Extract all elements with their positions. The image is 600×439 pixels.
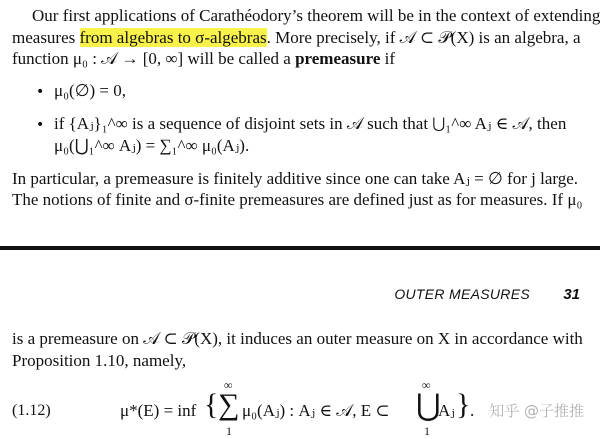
paragraph-1-line-1: Our first applications of Carathéodory’s theorem will be in the context of extending (32, 6, 600, 25)
line-2-prefix: measures (12, 28, 80, 47)
bottom-paragraph-line-2: Proposition 1.10, namely, (12, 351, 187, 370)
left-brace: { (204, 388, 219, 421)
union-term: Aⱼ (438, 401, 455, 420)
paragraph-1-line-3 (12, 49, 395, 69)
bullet-2-line-2: μ₀(⋃₁^∞ Aⱼ) = ∑₁^∞ μ₀(Aⱼ). (54, 136, 250, 155)
page-number: 31 (563, 286, 580, 303)
right-brace: } (456, 388, 471, 421)
sum-upper-limit: ∞ (224, 378, 233, 392)
premeasure-term: premeasure (295, 49, 381, 68)
bullet-2-line-1: if {Aⱼ}₁^∞ is a sequence of disjoint sets in 𝒜 such that ⋃₁^∞ Aⱼ ∈ 𝒜, then (54, 114, 567, 133)
paragraph-2-line-2: The notions of finite and σ-finite premeasures are defined just as for measures. If μ₀ (12, 190, 583, 209)
union-sign: ⋃ (416, 389, 441, 422)
watermark: 知乎 @子推推 (489, 402, 584, 420)
bullet-marker-1: • (36, 84, 45, 100)
line-2-suffix: . More precisely, if 𝒜 ⊂ 𝒫(X) is an algebra, a (266, 28, 581, 47)
equation-number: (1.12) (12, 402, 51, 419)
equation-summand: μ₀(Aⱼ) : Aⱼ ∈ 𝒜, E ⊂ (242, 401, 390, 420)
paragraph-1-line-2 (12, 28, 581, 48)
line-3-suffix: if (380, 49, 396, 68)
bottom-paragraph-line-1: is a premeasure on 𝒜 ⊂ 𝒫(X), it induces an outer measure on X in accordance with (12, 329, 583, 348)
equation-end-period: . (470, 401, 475, 420)
page-divider (0, 246, 600, 250)
running-head (0, 286, 600, 306)
sum-sign: ∑ (218, 388, 240, 421)
line-3-prefix: function μ₀ : 𝒜 → [0, ∞] will be called a (12, 49, 296, 68)
equation-lhs: μ*(E) = inf (120, 401, 197, 420)
sum-lower-limit: 1 (226, 424, 232, 438)
running-title: OUTER MEASURES (394, 286, 530, 302)
highlighted-phrase: from algebras to σ-algebras (79, 28, 267, 47)
bullet-1-text: μ₀(∅) = 0, (54, 81, 127, 100)
union-lower-limit: 1 (424, 424, 430, 438)
union-upper-limit: ∞ (422, 378, 431, 392)
bullet-marker-2: • (36, 117, 45, 133)
paragraph-2-line-1: In particular, a premeasure is finitely additive since one can take Aⱼ = ∅ for j large. (12, 169, 579, 188)
